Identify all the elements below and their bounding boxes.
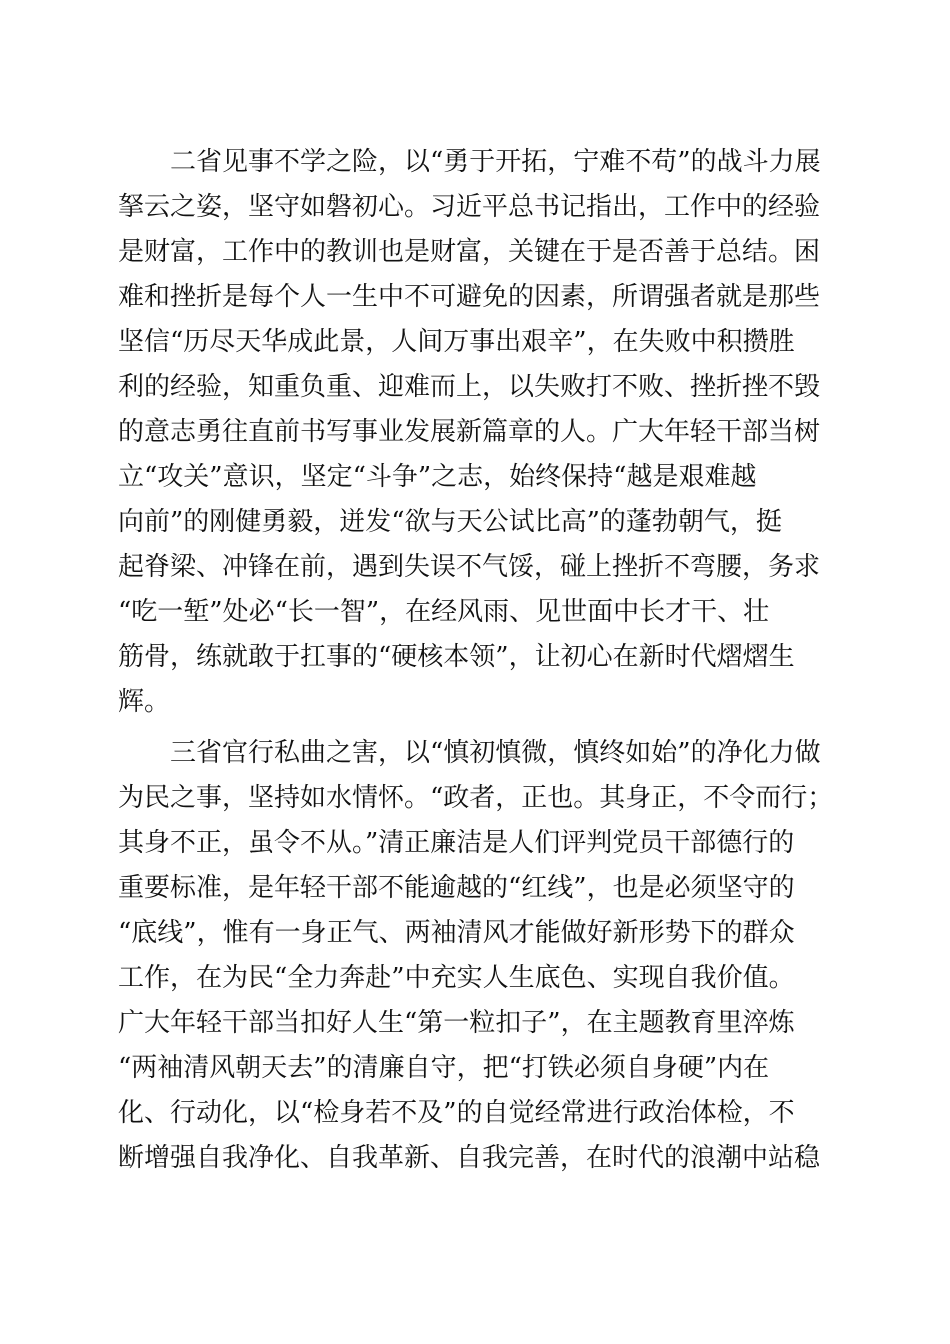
text-line: “两袖清风朝天去”的清廉自守，把“打铁必须自身硬”内在 <box>118 1053 770 1083</box>
paragraph-third-reflection <box>118 731 838 1181</box>
text-line: “吃一堑”处必“长一智”，在经风雨、见世面中长才干、壮 <box>118 597 770 627</box>
text-line: 利的经验，知重负重、迎难而上，以失败打不败、挫折挫不毁 <box>118 372 821 402</box>
text-line: 断增强自我净化、自我革新、自我完善，在时代的浪潮中站稳 <box>118 1143 821 1173</box>
text-line: 的意志勇往直前书写事业发展新篇章的人。广大年轻干部当树 <box>118 417 821 447</box>
body-text <box>118 140 838 1181</box>
text-line: 起脊梁、冲锋在前，遇到失误不气馁，碰上挫折不弯腰，务求 <box>118 552 821 582</box>
text-line: “底线”，惟有一身正气、两袖清风才能做好新形势下的群众 <box>118 918 795 948</box>
text-line: 难和挫折是每个人一生中不可避免的因素，所谓强者就是那些 <box>118 282 821 312</box>
text-line: 二省见事不学之险，以“勇于开拓，宁难不苟”的战斗力展 <box>118 147 821 177</box>
text-line: 其身不正，虽令不从。”清正廉洁是人们评判党员干部德行的 <box>118 828 795 858</box>
text-line: 向前”的刚健勇毅，迸发“欲与天公试比高”的蓬勃朝气，挺 <box>118 507 782 537</box>
text-line: 广大年轻干部当扣好人生“第一粒扣子”，在主题教育里淬炼 <box>118 1008 795 1038</box>
text-line: 是财富，工作中的教训也是财富，关键在于是否善于总结。困 <box>118 237 821 267</box>
text-line: 拏云之姿，坚守如磐初心。习近平总书记指出，工作中的经验 <box>118 192 821 222</box>
text-line: 筋骨，练就敢于扛事的“硬核本领”，让初心在新时代熠熠生 <box>118 642 795 672</box>
text-line: 三省官行私曲之害，以“慎初慎微，慎终如始”的净化力做 <box>118 738 821 768</box>
text-line: 立“攻关”意识，坚定“斗争”之志，始终保持“越是艰难越 <box>118 462 757 492</box>
text-line: 化、行动化，以“检身若不及”的自觉经常进行政治体检，不 <box>118 1098 795 1128</box>
text-line: 辉。 <box>118 687 171 717</box>
text-line: 工作，在为民“全力奔赴”中充实人生底色、实现自我价值。 <box>118 963 795 993</box>
text-line: 为民之事，坚持如水情怀。“政者，正也。其身正，不令而行； <box>118 783 834 813</box>
text-line: 重要标准，是年轻干部不能逾越的“红线”，也是必须坚守的 <box>118 873 795 903</box>
paragraph-second-reflection <box>118 140 838 725</box>
text-line: 坚信“历尽天华成此景，人间万事出艰辛”，在失败中积攒胜 <box>118 327 795 357</box>
